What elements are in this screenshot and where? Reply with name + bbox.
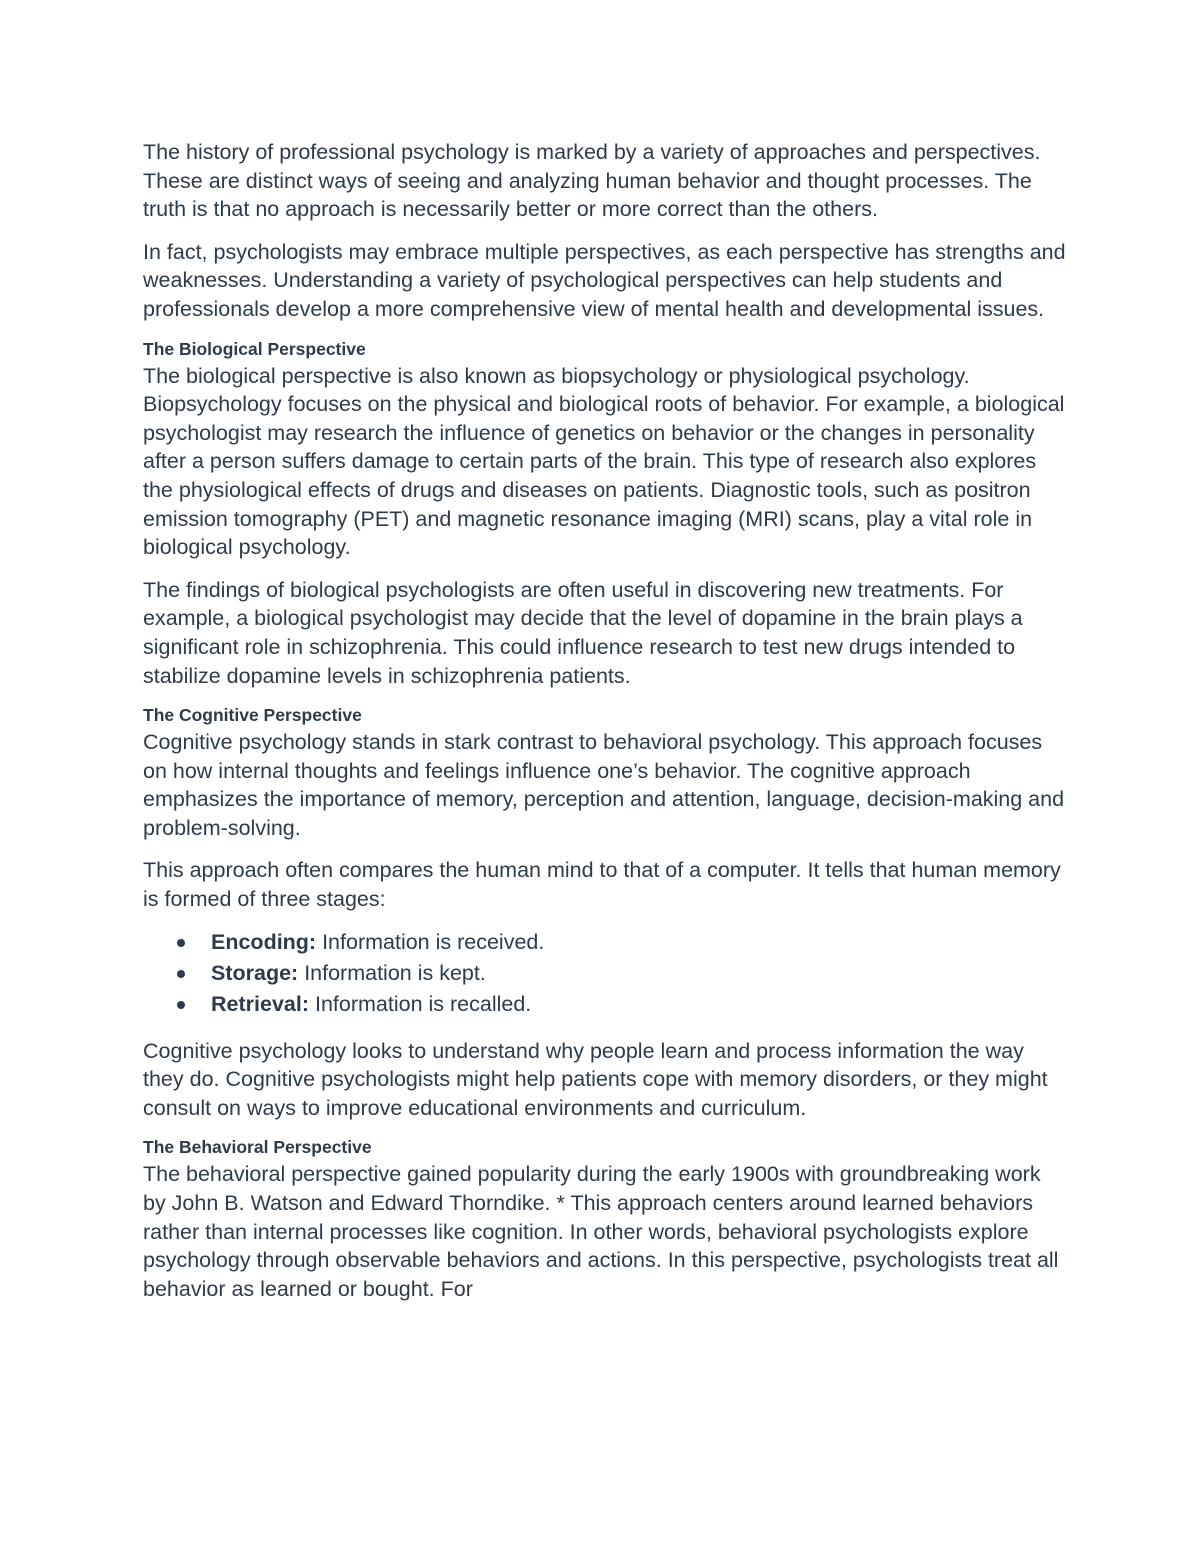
bullet-icon <box>177 1001 185 1009</box>
behavioral-paragraph-1: The behavioral perspective gained popularity during the early 1900s with groundbreaking work by John B. Watson and Edward Thorndike. * This approach centers around learned behaviors rather than internal processes like cognition. In other words, behavioral psychologists explore psychology through observable behaviors and actions. In this perspective, psychologists treat all behavior as learned or bought. For <box>143 1162 1059 1301</box>
behavioral-heading: The Behavioral Perspective <box>143 1137 372 1158</box>
stage-description: Information is recalled. <box>309 992 532 1017</box>
biological-paragraph-1: The biological perspective is also known as biopsychology or physiological psychology. Biopsychology focuses on the physical and biological roots of behavior. For example, a biological psychologist may research the influence of genetics on behavior or the changes in personality after a person suffers damage to certain parts of the brain. This type of research also explores the physiological effects of drugs and diseases on patients. Diagnostic tools, such as positron emission tomography (PET) and magnetic resonance imaging (MRI) scans, play a vital role in biological psychology. <box>143 363 1065 560</box>
stage-description: Information is kept. <box>298 960 486 985</box>
document-page <box>143 138 1068 1317</box>
stage-description: Information is received. <box>316 929 545 954</box>
list-item <box>143 928 1068 957</box>
cognitive-paragraph-2: This approach often compares the human mind to that of a computer. It tells that human memory is formed of three stages: <box>143 858 1061 912</box>
bullet-icon <box>177 970 185 978</box>
list-item <box>143 990 1068 1019</box>
stage-term: Storage: <box>211 960 299 985</box>
list-item <box>143 959 1068 988</box>
cognitive-paragraph-1: Cognitive psychology stands in stark contrast to behavioral psychology. This approach focuses on how internal thoughts and feelings influence one’s behavior. The cognitive approach emphasizes the importance of memory, perception and attention, language, decision-making and problem-solving. <box>143 730 1065 840</box>
intro-paragraph-2: In fact, psychologists may embrace multiple perspectives, as each perspective has strengths and weaknesses. Understanding a variety of psychological perspectives can help students and professionals develop a more comprehensive view of mental health and developmental issues. <box>143 239 1066 321</box>
stage-term: Retrieval: <box>211 992 309 1017</box>
bullet-icon <box>177 939 185 947</box>
biological-heading: The Biological Perspective <box>143 338 366 359</box>
biological-paragraph-2: The findings of biological psychologists are often useful in discovering new treatments. For example, a biological psychologist may decide that the level of dopamine in the brain plays a significant role in schizophrenia. This could influence research to test new drugs intended to stabilize dopamine levels in schizophrenia patients. <box>143 577 1023 688</box>
cognitive-heading: The Cognitive Perspective <box>143 705 362 726</box>
memory-stages-list <box>143 928 1068 1019</box>
cognitive-paragraph-3: Cognitive psychology looks to understand why people learn and process information the way they do. Cognitive psychologists might help patients cope with memory disorders, or they might consult on ways to improve educational environments and curriculum. <box>143 1038 1048 1120</box>
intro-paragraph-1: The history of professional psychology is marked by a variety of approaches and perspectives. These are distinct ways of seeing and analyzing human behavior and thought processes. The truth is that no approach is necessarily better or more correct than the others. <box>143 140 1041 222</box>
stage-term: Encoding: <box>211 929 317 954</box>
